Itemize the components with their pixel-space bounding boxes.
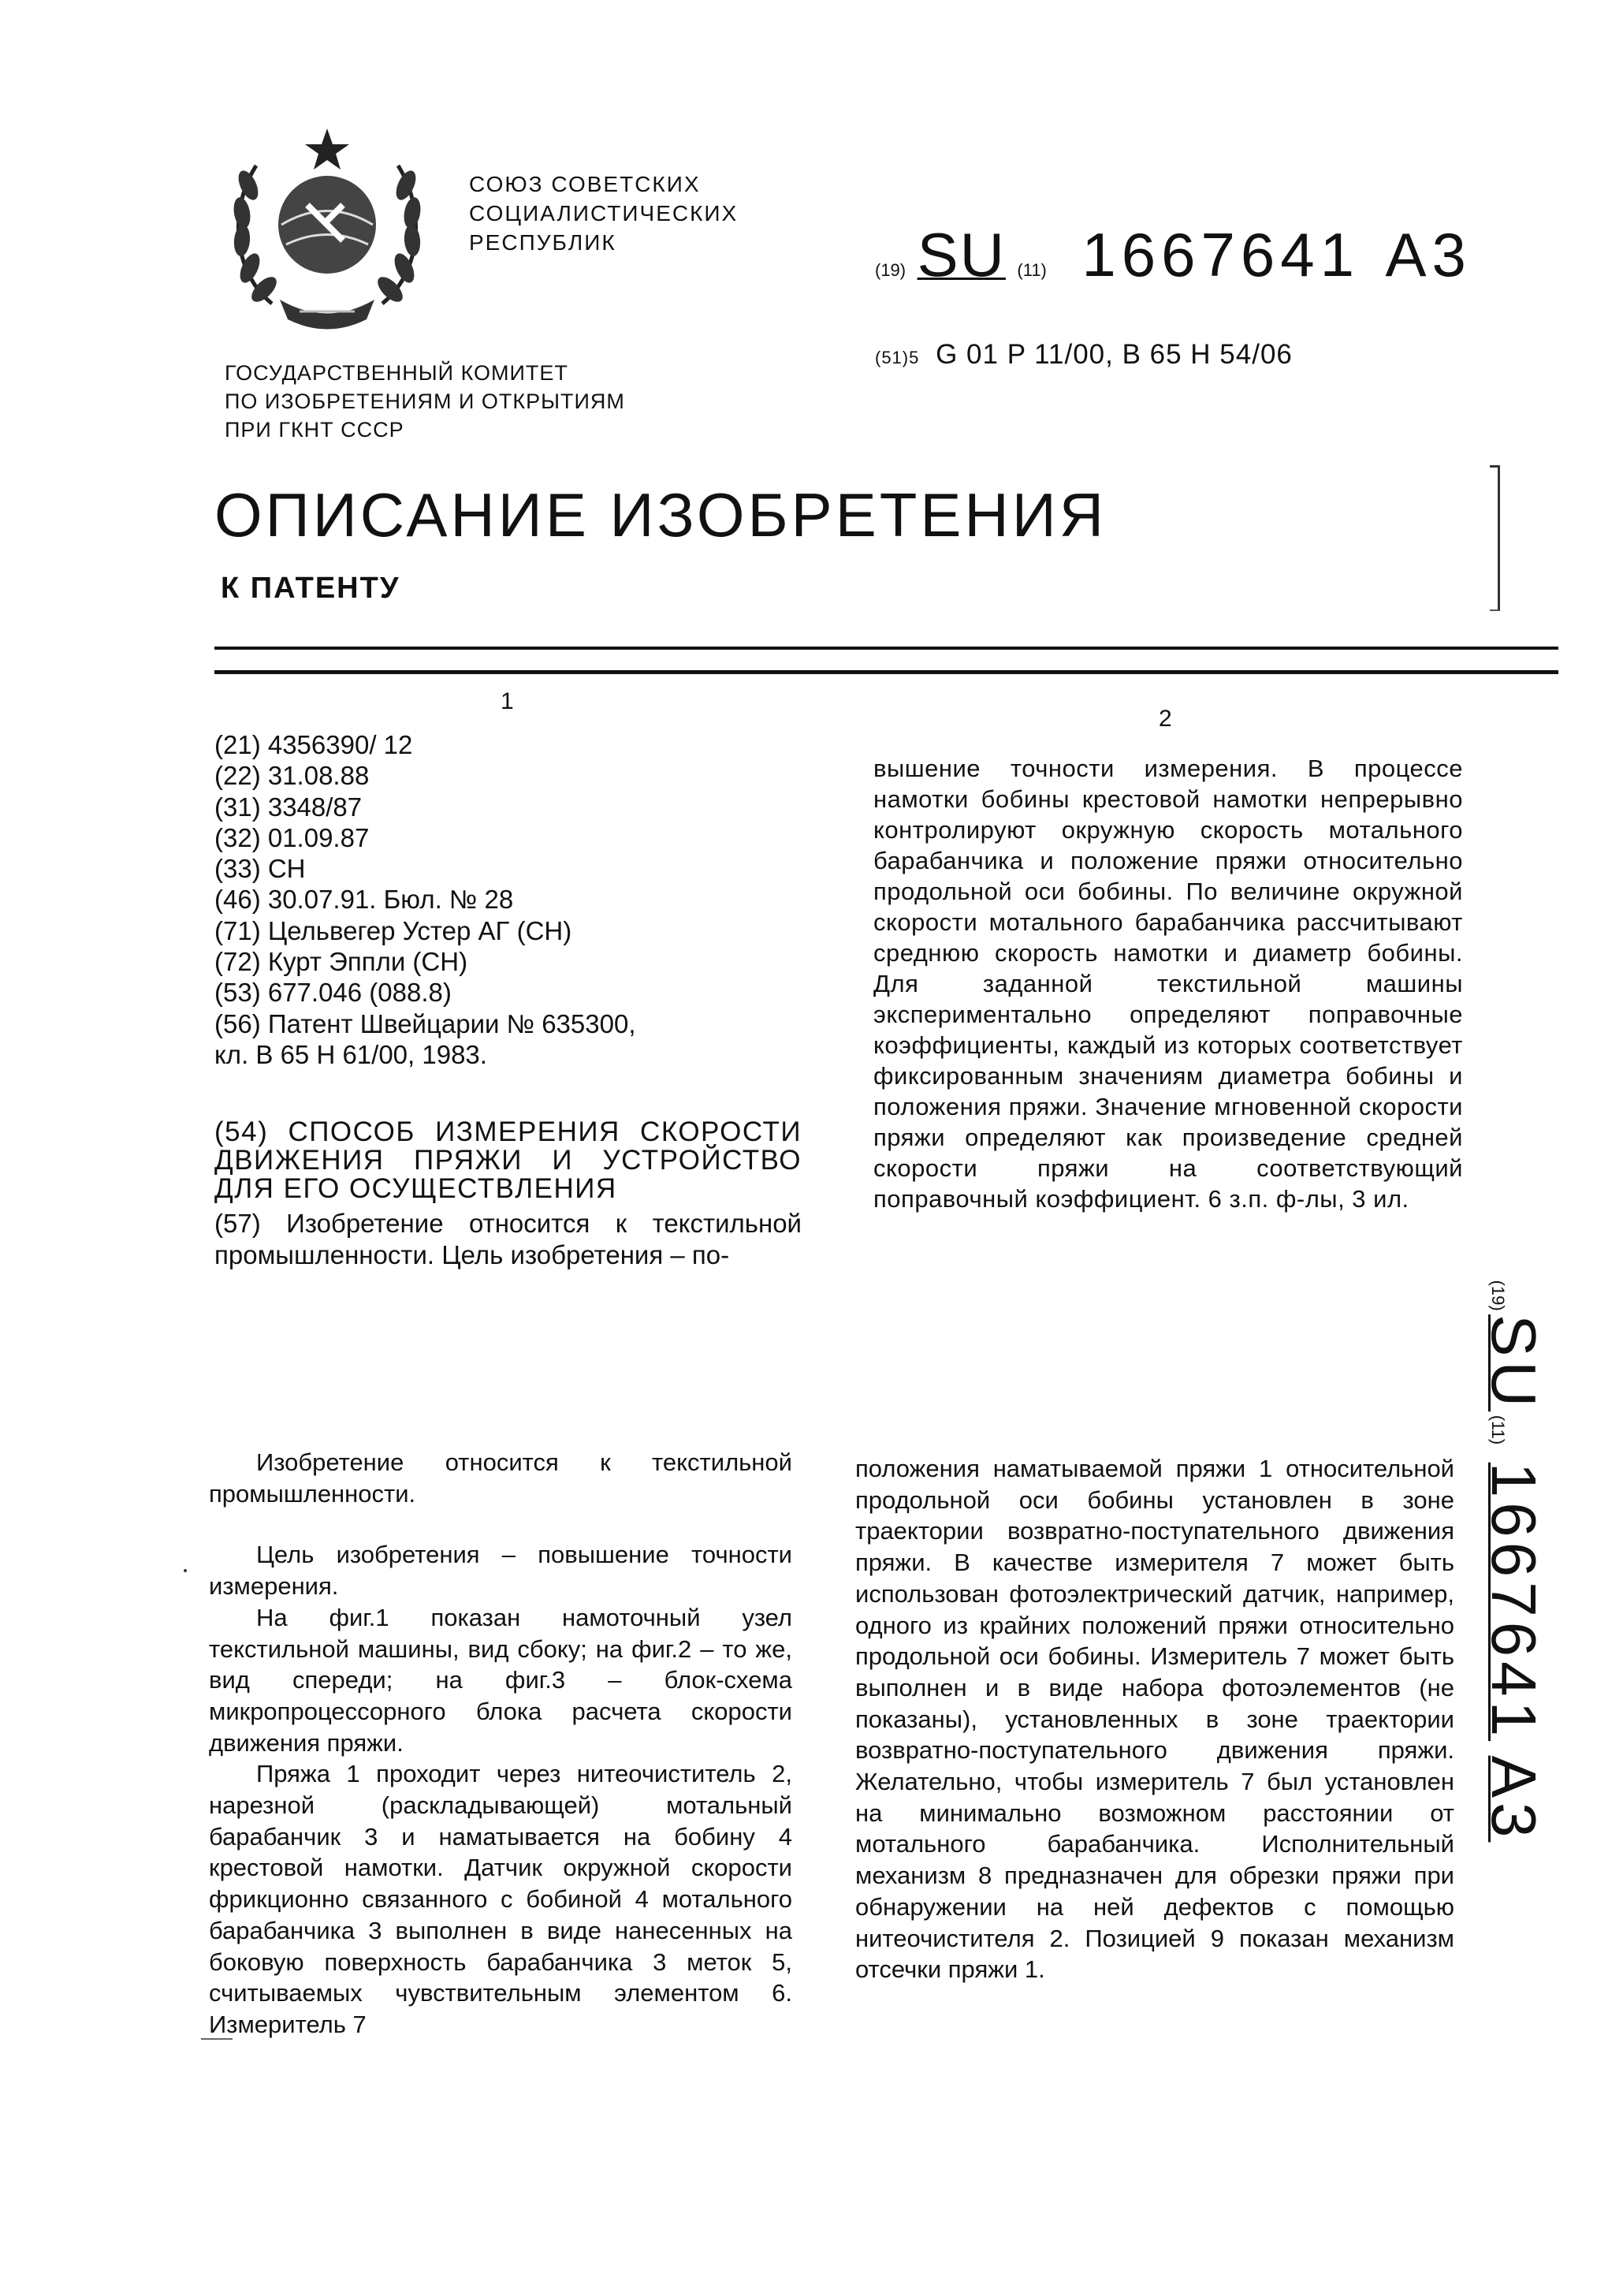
document-title: ОПИСАНИЕ ИЗОБРЕТЕНИЯ <box>214 480 1107 550</box>
code-51: (51)5 <box>875 348 920 367</box>
vertical-code-19: (19) <box>1488 1280 1508 1311</box>
code-19: (19) <box>875 260 906 280</box>
vertical-patent-number <box>1470 1258 1557 1865</box>
biblio-item: (53) 677.046 (088.8) <box>214 978 452 1008</box>
vertical-country-code: SU <box>1479 1314 1549 1412</box>
ussr-emblem-icon <box>225 122 430 335</box>
biblio-item: (56) Патент Швейцарии № 635300, <box>214 1008 636 1038</box>
biblio-item: (33) CH <box>214 854 306 884</box>
abstract-continuation: вышение точности измерения. В процессе намотки бобины крестовой намотки непрерывно контролируют окружную скорость мотального барабанчика и положение пряжи относительно продольной оси бобины. По величине окружной скорости мотального барабанчика рассчитывают среднюю скорость намотки и диаметр бобины. Для заданной текстильной машины экспериментально определяют поправочные коэффициенты, каждый из которых соответствует фиксированным значениям диаметра бобины и положения пряжи. Значение мгновенной скорости пряжи определяют как произведение средней скорости пряжи на соответствующий поправочный коэффициент. 6 з.п. ф-лы, 3 ил. <box>873 755 1463 1213</box>
biblio-item: (22) 31.08.88 <box>214 761 370 791</box>
body-text-left <box>209 1447 792 2041</box>
country-code: SU <box>917 220 1006 289</box>
ipc-classification <box>875 339 1293 371</box>
committee-name: ГОСУДАРСТВЕННЫЙ КОМИТЕТ ПО ИЗОБРЕТЕНИЯМ И ОТКРЫТИЯМ ПРИ ГКНТ СССР <box>225 361 625 442</box>
header-rule-thick <box>214 670 1558 674</box>
bibliographic-data <box>214 729 636 1070</box>
vertical-kind: A3 <box>1479 1755 1549 1843</box>
invention-title: (54) СПОСОБ ИЗМЕРЕНИЯ СКОРОСТИ ДВИЖЕНИЯ ПРЯЖИ И УСТРОЙСТВО ДЛЯ ЕГО ОСУЩЕСТВЛЕНИЯ <box>214 1116 802 1204</box>
column-number-right: 2 <box>1159 706 1172 732</box>
paragraph: положения наматываемой пряжи 1 относительной продольной оси бобины установлен в зоне траектории возвратно-поступательного движения пряжи. В качестве измерителя 7 может быть использован фотоэлектрический датчик, например, одного из крайних положений пряжи относительно продольной оси бобины. Измеритель 7 может быть выполнен и в виде набора фотоэлементов (не показаны), установленных в зоне траектории возвратно-поступательного движения пряжи. Желательно, чтобы измеритель 7 был установлен на минимально возможном расстоянии от мотального барабанчика. Исполнительный механизм 8 предназначен для обрезки пряжи при обнаружении на ней дефектов с помощью нитеочистителя 2. Позицией 9 показан механизм отсечки пряжи 1. <box>855 1455 1454 1984</box>
vertical-number: 1667641 <box>1479 1462 1549 1742</box>
biblio-item: (31) 3348/87 <box>214 792 363 822</box>
paragraph: Пряжа 1 проходит через нитеочиститель 2, нарезной (раскладывающей) мотальный барабанчик 3 и наматывается на бобину 4 крестовой намотки. Датчик окружной скорости фрикционно связанного с бобиной 4 мотального барабанчика 3 выполнен в виде нанесенных на боковую поверхность барабанчика 3 меток 5, считываемых чувствительным элементом 6. Измеритель 7 <box>209 1760 792 2038</box>
country-name: СОЮЗ СОВЕТСКИХ СОЦИАЛИСТИЧЕСКИХ РЕСПУБЛИК <box>469 172 739 255</box>
biblio-item: (32) 01.09.87 <box>214 822 370 852</box>
bracket-mark <box>1490 465 1500 611</box>
biblio-item: (71) Цельвегер Устер АГ (CH) <box>214 915 572 945</box>
biblio-item: (46) 30.07.91. Бюл. № 28 <box>214 885 514 915</box>
document-subtitle: К ПАТЕНТУ <box>221 572 400 605</box>
code-11: (11) <box>1017 260 1047 280</box>
column-number-left: 1 <box>501 688 514 714</box>
scan-speck <box>184 1569 187 1572</box>
scan-mark <box>201 2038 233 2040</box>
paragraph: Изобретение относится к текстильной промышленности. <box>209 1448 792 1508</box>
header-rule <box>214 647 1558 650</box>
biblio-item: (72) Курт Эппли (CH) <box>214 947 468 977</box>
body-text-right <box>855 1453 1454 1985</box>
biblio-item: кл. B 65 H 61/00, 1983. <box>214 1039 487 1069</box>
publication-number <box>875 219 1472 291</box>
kind-code: A3 <box>1385 220 1472 289</box>
patent-number: 1667641 <box>1081 220 1361 289</box>
abstract-start: (57) Изобретение относится к текстильной промышленности. Цель изобретения – по- <box>214 1209 802 1269</box>
paragraph: На фиг.1 показан намоточный узел текстильной машины, вид сбоку; на фиг.2 – то же, вид спереди; на фиг.3 – блок-схема микропроцессорного блока расчета скорости движения пряжи. <box>209 1603 792 1757</box>
vertical-code-11: (11) <box>1488 1414 1508 1445</box>
paragraph: Цель изобретения – повышение точности измерения. <box>209 1541 792 1601</box>
ipc-value: G 01 P 11/00, B 65 H 54/06 <box>936 339 1293 370</box>
biblio-item: (21) 4356390/ 12 <box>214 730 413 759</box>
